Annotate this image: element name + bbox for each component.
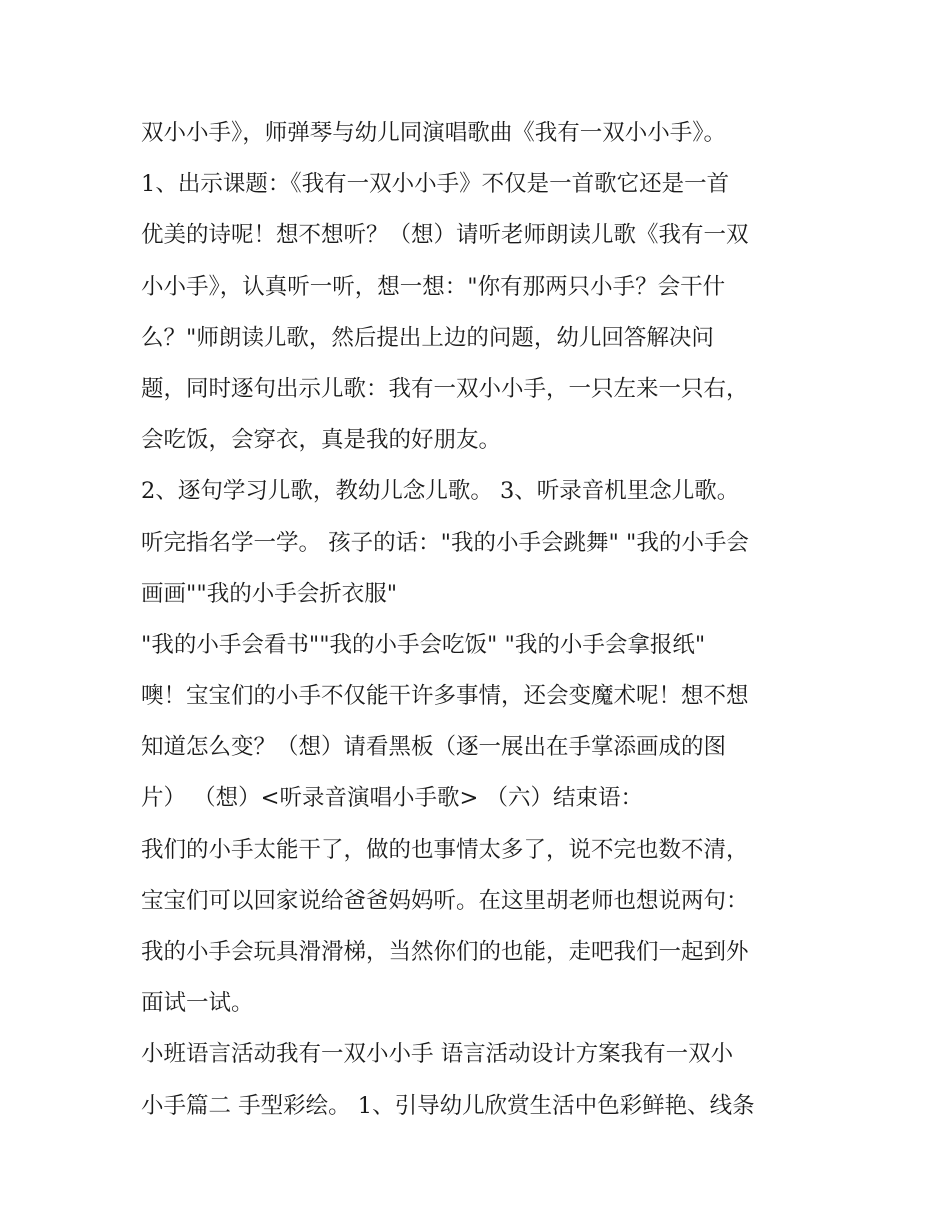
- text-line: 面试一试。: [141, 990, 254, 1017]
- text-line: 噢！宝宝们的小手不仅能干许多事情，还会变魔术呢！想不想: [141, 683, 749, 710]
- text-line: 优美的诗呢！想不想听？（想）请听老师朗读儿歌《我有一双: [141, 222, 749, 249]
- text-line: 1、出示课题：《我有一双小小手》不仅是一首歌它还是一首: [141, 171, 730, 198]
- body-text: [141, 108, 831, 1132]
- text-line: "我的小手会看书""我的小手会吃饭" "我的小手会拿报纸": [141, 631, 706, 658]
- text-line: 小手篇二 手型彩绘。 1、引导幼儿欣赏生活中色彩鲜艳、线条: [141, 1092, 755, 1119]
- text-line: 片） （想）<听录音演唱小手歌> （六）结束语：: [141, 785, 644, 812]
- text-line: 我的小手会玩具滑滑梯，当然你们的也能，走吧我们一起到外: [141, 939, 749, 965]
- text-line: 我们的小手太能干了，做的也事情太多了，说不完也数不清，: [141, 836, 749, 863]
- text-line: 画画""我的小手会折衣服": [141, 580, 398, 607]
- text-line: 宝宝们可以回家说给爸爸妈妈听。在这里胡老师也想说两句：: [141, 887, 749, 914]
- text-line: 小小手》，认真听一听，想一想："你有那两只小手？会干什: [141, 273, 726, 300]
- text-line: 听完指名学一学。 孩子的话："我的小手会跳舞" "我的小手会: [141, 529, 749, 556]
- text-line: 知道怎么变？（想）请看黑板（逐一展出在手掌添画成的图: [141, 734, 727, 761]
- text-line: 小班语言活动我有一双小小手 语言活动设计方案我有一双小: [141, 1041, 734, 1068]
- text-line: 么？"师朗读儿歌，然后提出上边的问题，幼儿回答解决问: [141, 324, 714, 351]
- text-line: 题，同时逐句出示儿歌：我有一双小小手，一只左来一只右，: [141, 375, 749, 402]
- text-line: 会吃饭，会穿衣，真是我的好朋友。: [141, 427, 502, 454]
- text-line: 2、逐句学习儿歌，教幼儿念儿歌。 3、听录音机里念儿歌。: [141, 478, 740, 505]
- text-line: 双小小手》，师弹琴与幼儿同演唱歌曲《我有一双小小手》。: [141, 120, 727, 146]
